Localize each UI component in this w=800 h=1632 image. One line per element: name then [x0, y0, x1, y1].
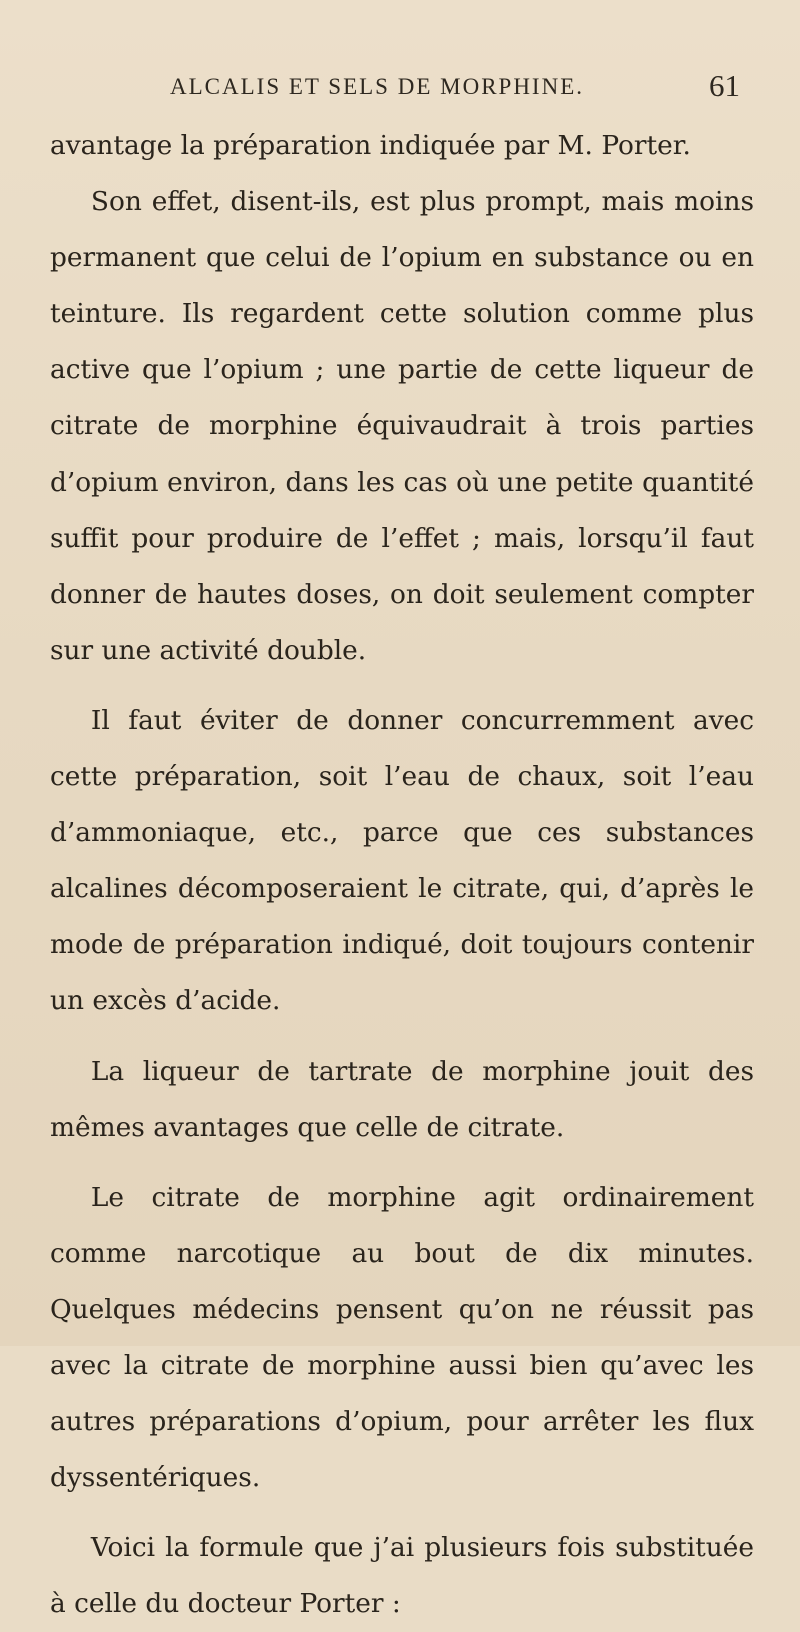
body-text: [50, 118, 754, 1632]
running-title: ALCALIS ET SELS DE MORPHINE.: [170, 74, 585, 99]
paragraph-narcotic: Le citrate de morphine agit ordinairement comme narcotique au bout de dix minutes. Quelques médecins pensent qu’on ne réussit pas avec la citrate de morphine aussi bien qu’avec les autres préparations d’opium, pour arrêter les flux dyssentériques.: [50, 1181, 754, 1494]
paragraph-continuation: avantage la préparation indiquée par M. Porter.: [50, 130, 691, 161]
paragraph-avoid: Il faut éviter de donner concurremment avec cette préparation, soit l’eau de chaux, soit l’eau d’ammoniaque, etc., parce que ces substances alcalines décomposeraient le citrate, qui, d’après le mode de préparation indiqué, doit toujours contenir un excès d’acide.: [50, 704, 754, 1017]
paragraph-formula: Voici la formule que j’ai plusieurs fois substituée à celle du docteur Porter :: [50, 1532, 754, 1620]
page-header: [170, 68, 740, 114]
paragraph-tartrate: La liqueur de tartrate de morphine jouit des mêmes avantages que celle de citrate.: [50, 1055, 754, 1143]
page-number: 61: [709, 68, 740, 103]
paragraph-effect: Son effet, disent-ils, est plus prompt, mais moins permanent que celui de l’opium en substance ou en teinture. Ils regardent cette solution comme plus active que l’opium ; une partie de cette liqueur de citrate de morphine équivaudrait à trois parties d’opium environ, dans les cas où une petite quantité suffit pour produire de l’effet ; mais, lorsqu’il faut donner de hautes doses, on doit seulement compter sur une activité double.: [50, 186, 754, 666]
